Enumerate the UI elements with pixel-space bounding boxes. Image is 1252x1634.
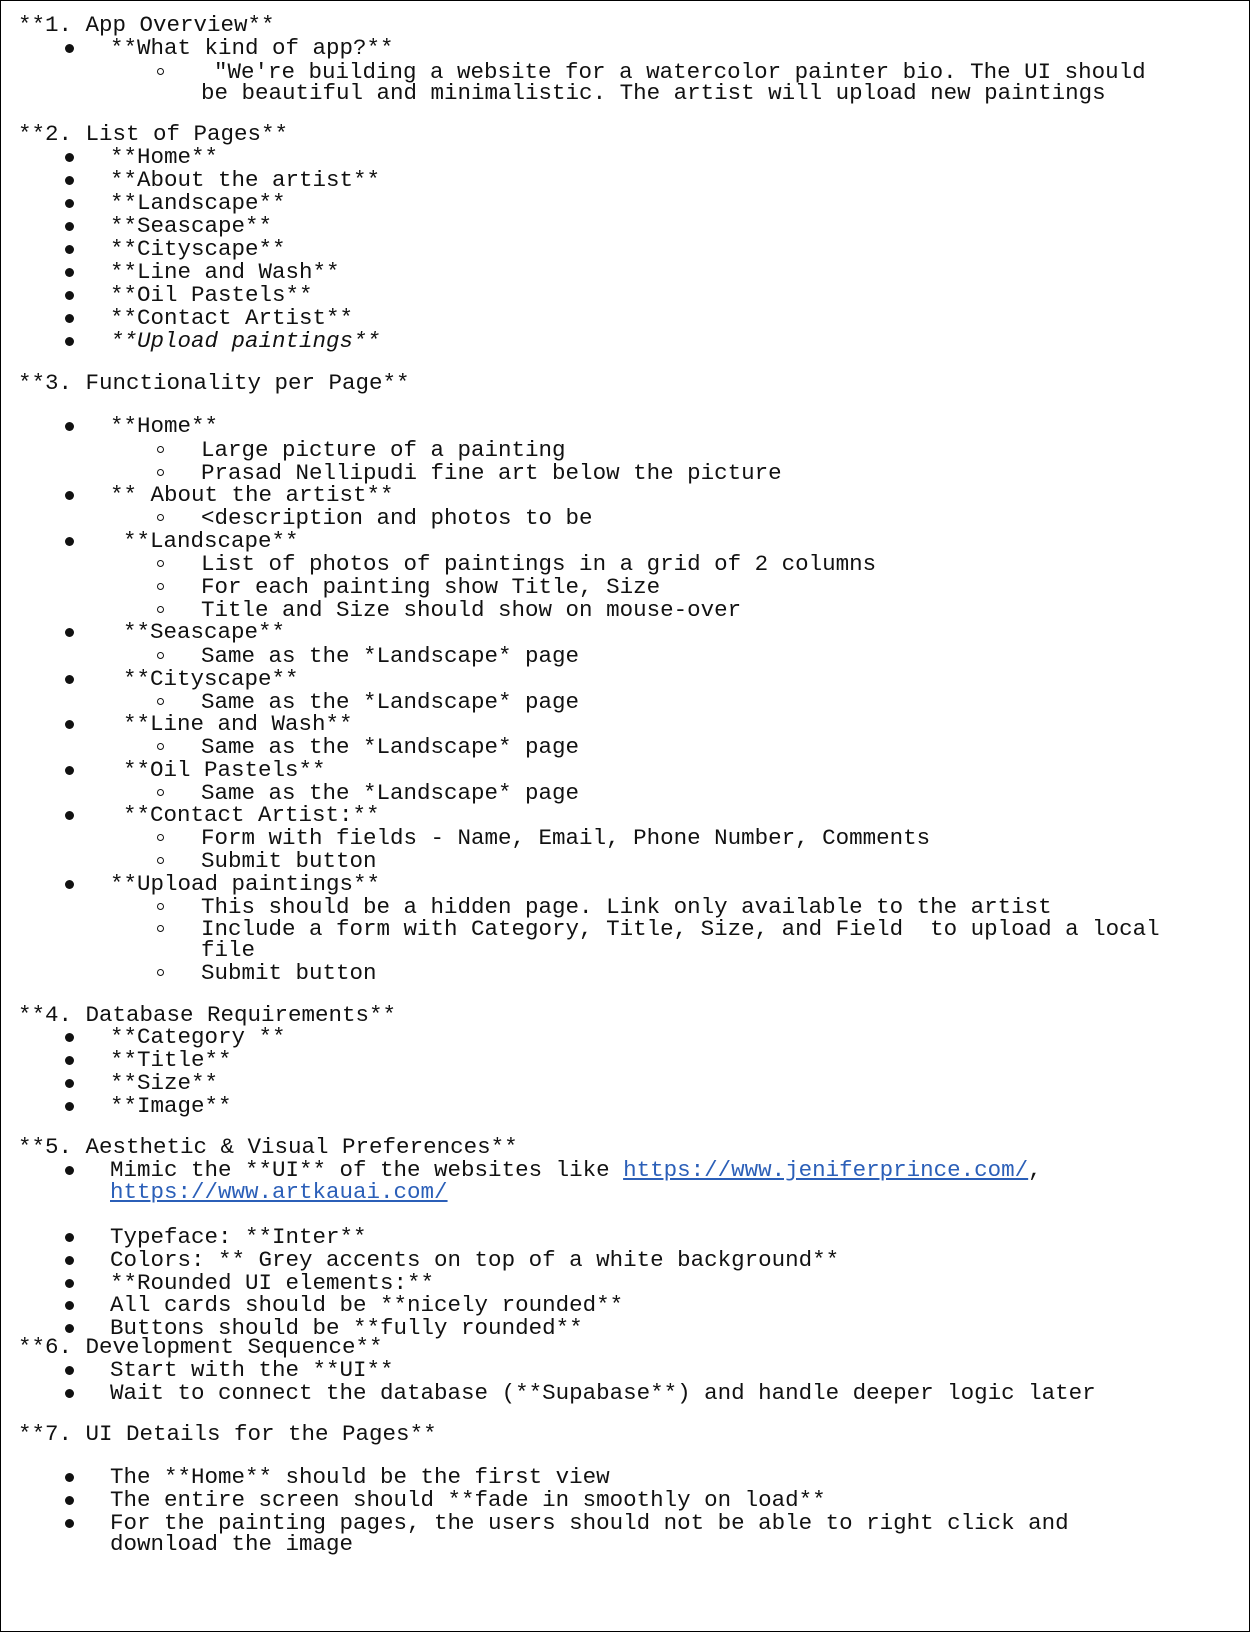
bullet-dot <box>65 422 74 431</box>
list-item: **Home** <box>110 144 219 170</box>
list-item: **Oil Pastels** <box>123 757 326 783</box>
list-item: **Cityscape** <box>110 236 286 262</box>
bullet-dot <box>65 880 74 889</box>
bullet-dot <box>65 1033 74 1042</box>
circle-bullet <box>157 789 164 796</box>
list-item-continuation: download the image <box>110 1531 354 1557</box>
sub-item: Same as the *Landscape* page <box>201 689 580 715</box>
list-item: **Contact Artist:** <box>123 802 380 828</box>
circle-bullet <box>157 560 164 567</box>
bullet-dot <box>65 675 74 684</box>
circle-bullet <box>157 68 164 75</box>
bullet-dot <box>65 268 74 277</box>
list-item: Buttons should be **fully rounded** <box>110 1315 583 1341</box>
bullet-dot <box>65 176 74 185</box>
bullet-dot <box>65 1233 74 1242</box>
bullet-dot <box>65 537 74 546</box>
bullet-dot <box>65 1056 74 1065</box>
circle-bullet <box>157 925 164 932</box>
sub-item: Same as the *Landscape* page <box>201 780 580 806</box>
list-item: Typeface: **Inter** <box>110 1224 367 1250</box>
section-heading: **4. Database Requirements** <box>18 1002 397 1028</box>
bullet-dot <box>65 720 74 729</box>
list-item: **Title** <box>110 1047 232 1073</box>
bullet-dot <box>65 1301 74 1310</box>
comma-text: , <box>1028 1157 1042 1183</box>
bullet-dot <box>65 1473 74 1482</box>
bullet-dot <box>65 628 74 637</box>
bullet-dot <box>65 314 74 323</box>
bullet-dot <box>65 1496 74 1505</box>
sub-item: "We're building a website for a watercolor painter bio. The UI should <box>214 59 1146 85</box>
artkauai-link[interactable]: https://www.artkauai.com/ <box>110 1179 448 1205</box>
bullet-dot <box>65 491 74 500</box>
circle-bullet <box>157 469 164 476</box>
bullet-dot <box>65 1519 74 1528</box>
list-item: For the painting pages, the users should not be able to right click and <box>110 1510 1069 1536</box>
list-item: **Landscape** <box>123 528 299 554</box>
bullet-dot <box>65 1389 74 1398</box>
section-heading: **1. App Overview** <box>18 12 275 38</box>
circle-bullet <box>157 834 164 841</box>
circle-bullet <box>157 652 164 659</box>
bullet-dot <box>65 337 74 346</box>
list-item: **About the artist** <box>110 167 381 193</box>
bullet-dot <box>65 1279 74 1288</box>
sub-item: Prasad Nellipudi fine art below the picture <box>201 460 782 486</box>
sub-item: Same as the *Landscape* page <box>201 734 580 760</box>
list-item: Wait to connect the database (**Supabase**) and handle deeper logic later <box>110 1380 1096 1406</box>
sub-item: Title and Size should show on mouse-over <box>201 597 742 623</box>
section-heading: **2. List of Pages** <box>18 121 289 147</box>
list-item: **Seascape** <box>110 213 273 239</box>
sub-item: file <box>201 937 256 963</box>
circle-bullet <box>157 583 164 590</box>
list-item: **Oil Pastels** <box>110 282 313 308</box>
section-heading: **7. UI Details for the Pages** <box>18 1421 437 1447</box>
list-item: **What kind of app?** <box>110 35 394 61</box>
circle-bullet <box>157 903 164 910</box>
sub-item: For each painting show Title, Size <box>201 574 661 600</box>
bullet-dot <box>65 1079 74 1088</box>
circle-bullet <box>157 857 164 864</box>
bullet-dot <box>65 1102 74 1111</box>
list-item: Start with the **UI** <box>110 1357 394 1383</box>
circle-bullet <box>157 743 164 750</box>
sub-item: Include a form with Category, Title, Size, and Field to upload a local <box>201 916 1160 942</box>
list-item: **Image** <box>110 1093 232 1119</box>
list-item-text: Mimic the **UI** of the websites like <box>110 1157 624 1183</box>
list-item: **Size** <box>110 1070 219 1096</box>
sub-item: <description and photos to be <box>201 505 593 531</box>
list-item: **Upload paintings** <box>110 871 381 897</box>
bullet-dot <box>65 222 74 231</box>
sub-item: be beautiful and minimalistic. The artist will upload new paintings <box>201 80 1106 106</box>
bullet-dot <box>65 1366 74 1375</box>
bullet-dot <box>65 199 74 208</box>
sub-item: Same as the *Landscape* page <box>201 643 580 669</box>
sub-item: Form with fields - Name, Email, Phone Number, Comments <box>201 825 931 851</box>
bullet-dot <box>65 1324 74 1333</box>
list-item: **Landscape** <box>110 190 286 216</box>
jeniferprince-link[interactable]: https://www.jeniferprince.com/ <box>623 1157 1029 1183</box>
list-item: **Category ** <box>110 1024 286 1050</box>
list-item: **Line and Wash** <box>110 259 340 285</box>
section-heading: **3. Functionality per Page** <box>18 370 410 396</box>
circle-bullet <box>157 514 164 521</box>
list-item: **Contact Artist** <box>110 305 354 331</box>
list-item: **Home** <box>110 413 219 439</box>
bullet-dot <box>65 291 74 300</box>
list-item: **Rounded UI elements:** <box>110 1270 435 1296</box>
circle-bullet <box>157 698 164 705</box>
bullet-dot <box>65 1166 74 1175</box>
list-item: The entire screen should **fade in smoothly on load** <box>110 1487 826 1513</box>
bullet-dot <box>65 245 74 254</box>
list-item: **Upload paintings** <box>110 328 381 354</box>
bullet-dot <box>65 1256 74 1265</box>
sub-item: Submit button <box>201 848 377 874</box>
circle-bullet <box>157 969 164 976</box>
section-heading: **6. Development Sequence** <box>18 1334 383 1360</box>
list-item: ** About the artist** <box>110 482 394 508</box>
bullet-dot <box>65 153 74 162</box>
sub-item: Large picture of a painting <box>201 437 566 463</box>
list-item: **Cityscape** <box>123 666 299 692</box>
list-item: **Line and Wash** <box>123 711 353 737</box>
section-heading: **5. Aesthetic & Visual Preferences** <box>18 1134 518 1160</box>
list-item: **Seascape** <box>123 619 286 645</box>
bullet-dot <box>65 44 74 53</box>
list-item: All cards should be **nicely rounded** <box>110 1292 624 1318</box>
circle-bullet <box>157 606 164 613</box>
sub-item: Submit button <box>201 960 377 986</box>
sub-item: This should be a hidden page. Link only available to the artist <box>201 894 1052 920</box>
bullet-dot <box>65 811 74 820</box>
bullet-dot <box>65 766 74 775</box>
list-item: Colors: ** Grey accents on top of a white background** <box>110 1247 840 1273</box>
circle-bullet <box>157 446 164 453</box>
list-item: The **Home** should be the first view <box>110 1464 610 1490</box>
sub-item: List of photos of paintings in a grid of 2 columns <box>201 551 877 577</box>
